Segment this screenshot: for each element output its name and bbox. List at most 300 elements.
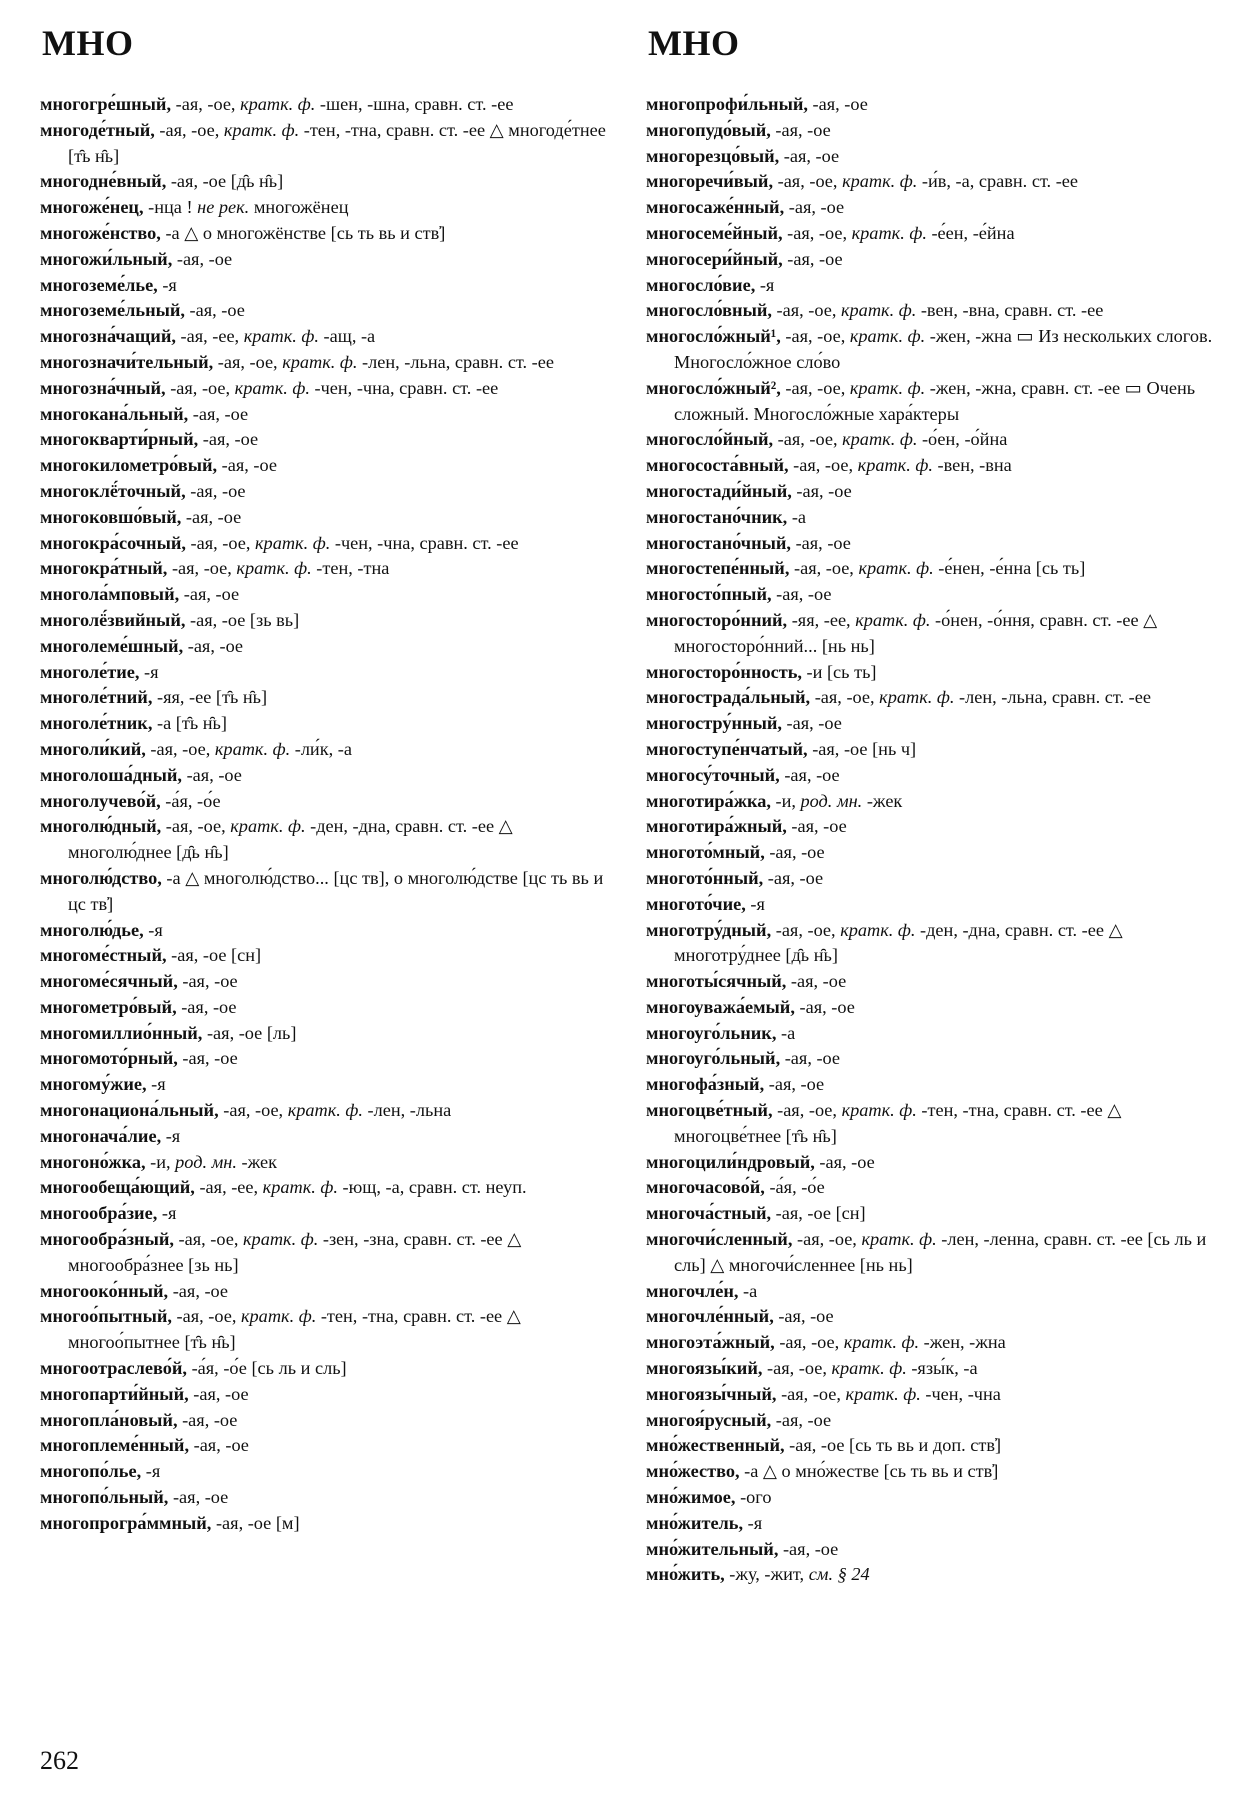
dictionary-entry bbox=[646, 582, 1216, 608]
entry-abbreviation: кратк. ф. bbox=[287, 1100, 363, 1121]
running-header-right: МНО bbox=[648, 23, 740, 63]
entry-forms: -ден, -дна, сравн. ст. -ее △ многотру́днее [д̑ь н̑ь] bbox=[674, 919, 1123, 966]
headword: многолю́дье, bbox=[40, 919, 144, 940]
dictionary-entry bbox=[646, 1459, 1216, 1485]
entry-abbreviation: кратк. ф. bbox=[255, 532, 331, 553]
entry-grammar: -ая, -ое, bbox=[772, 1100, 842, 1121]
entry-grammar: -ая, -ое, bbox=[171, 1306, 241, 1327]
entry-grammar: -ая, -ое bbox=[168, 1280, 229, 1301]
entry-grammar: -ая, -ое, bbox=[810, 687, 880, 708]
dictionary-entry bbox=[646, 1433, 1216, 1459]
headword: многоэта́жный, bbox=[646, 1332, 775, 1353]
headword: мно́жественный, bbox=[646, 1435, 785, 1456]
dictionary-entry bbox=[40, 556, 610, 582]
entry-grammar: -а́я, -о́е [сь ль и сль] bbox=[187, 1358, 347, 1379]
headword: многоцве́тный, bbox=[646, 1100, 773, 1121]
headword: многопудо́вый, bbox=[646, 119, 771, 140]
headword: многососта́вный, bbox=[646, 455, 789, 476]
entry-grammar: -ая, -ое [зь вь] bbox=[185, 609, 300, 630]
entry-grammar: -ая, -ое bbox=[779, 764, 840, 785]
entry-abbreviation: кратк. ф. bbox=[840, 919, 916, 940]
entry-forms: -зен, -зна, сравн. ст. -ее △ многообра́знее [зь нь] bbox=[68, 1229, 522, 1275]
dictionary-entry bbox=[40, 943, 610, 969]
entry-grammar: -ая, -ее, bbox=[194, 1177, 263, 1198]
dictionary-entry bbox=[646, 505, 1216, 531]
dictionary-entry bbox=[646, 660, 1216, 686]
headword: многострада́льный, bbox=[646, 687, 811, 708]
headword: многосторо́нность, bbox=[646, 661, 802, 682]
entry-grammar: -ая, -ое, bbox=[774, 1332, 844, 1353]
dictionary-entry bbox=[40, 789, 610, 815]
entry-grammar: -и, bbox=[770, 790, 801, 811]
entry-grammar: -я bbox=[161, 1125, 181, 1146]
entry-forms: -ющ, -а, сравн. ст. неуп. bbox=[337, 1177, 527, 1198]
dictionary-entry bbox=[40, 350, 610, 376]
entry-grammar: -ая, -ое bbox=[172, 248, 233, 269]
entry-grammar: -ая, -ое bbox=[764, 842, 825, 863]
entry-grammar: -ая, -ое bbox=[182, 764, 242, 785]
headword: многоуго́льный, bbox=[646, 1048, 781, 1069]
headword: многоуважа́емый, bbox=[646, 996, 795, 1017]
entry-grammar: -ая, -ое bbox=[181, 506, 242, 527]
entry-grammar: -ая, -ое [д̑ь н̑ь] bbox=[166, 171, 284, 192]
dictionary-entry bbox=[646, 298, 1216, 324]
dictionary-entry bbox=[40, 685, 610, 711]
entry-forms: -лен, -льна bbox=[362, 1100, 452, 1121]
dictionary-entry bbox=[40, 866, 610, 918]
headword: многостру́нный, bbox=[646, 713, 782, 734]
entry-grammar: -ая, -ое, bbox=[173, 1229, 243, 1250]
entry-abbreviation: кратк. ф. bbox=[879, 687, 955, 708]
entry-forms: -е́ен, -е́йна bbox=[926, 222, 1015, 243]
entry-grammar: -я bbox=[146, 1074, 166, 1095]
dictionary-entry bbox=[40, 634, 610, 660]
headword: многообра́зие, bbox=[40, 1203, 158, 1224]
entry-forms: -ли́к, -а bbox=[290, 738, 352, 759]
entry-grammar: -ая, -ее, bbox=[175, 326, 244, 347]
entry-abbreviation: кратк. ф. bbox=[230, 816, 306, 837]
dictionary-entry bbox=[40, 298, 610, 324]
dictionary-entry bbox=[40, 453, 610, 479]
headword: многоме́стный, bbox=[40, 945, 167, 966]
dictionary-entry bbox=[646, 608, 1216, 660]
headword: многоле́тие, bbox=[40, 661, 140, 682]
entry-abbreviation: кратк. ф. bbox=[861, 1229, 937, 1250]
dictionary-entry bbox=[646, 1072, 1216, 1098]
running-header-left: МНО bbox=[42, 23, 134, 63]
entry-abbreviation: кратк. ф. bbox=[849, 326, 926, 347]
entry-grammar: -я bbox=[743, 1512, 763, 1533]
dictionary-entry bbox=[40, 247, 610, 273]
dictionary-entry bbox=[646, 144, 1216, 170]
entry-forms: -шен, -шна, сравн. ст. -ее bbox=[315, 94, 514, 114]
entry-grammar: -ая, -ое bbox=[807, 94, 868, 114]
entry-forms: -вен, -вна, сравн. ст. -ее bbox=[916, 300, 1104, 321]
dictionary-entry bbox=[646, 376, 1216, 428]
dictionary-entry bbox=[646, 324, 1216, 376]
entry-forms: -язы́к, -а bbox=[906, 1358, 978, 1379]
entry-grammar: -ая, -ое bbox=[198, 429, 259, 450]
entry-forms: -чен, -чна bbox=[920, 1383, 1001, 1404]
left-column bbox=[40, 92, 610, 1537]
entry-grammar: -я bbox=[157, 1203, 177, 1224]
headword: многоо́пытный, bbox=[40, 1306, 172, 1327]
headword: многофа́зный, bbox=[646, 1074, 765, 1095]
entry-grammar: -ая, -ое bbox=[177, 1048, 238, 1069]
entry-abbreviation: кратк. ф. bbox=[234, 377, 310, 398]
entry-grammar: -ая, -ое bbox=[782, 248, 843, 269]
entry-abbreviation: кратк. ф. bbox=[855, 609, 931, 630]
headword: многометро́вый, bbox=[40, 996, 177, 1017]
headword: многоземе́лье, bbox=[40, 274, 158, 295]
entry-grammar: -ая, -ое bbox=[770, 119, 831, 140]
right-column bbox=[646, 92, 1216, 1588]
entry-grammar: -ая, -ое bbox=[188, 403, 249, 424]
dictionary-entry bbox=[646, 737, 1216, 763]
headword: многопла́новый, bbox=[40, 1409, 178, 1430]
dictionary-entry bbox=[646, 995, 1216, 1021]
headword: многокра́сочный, bbox=[40, 532, 186, 553]
entry-grammar: -ая, -ое bbox=[786, 816, 847, 837]
headword: многозна́чащий, bbox=[40, 326, 176, 347]
entry-grammar: -а bbox=[787, 506, 807, 527]
entry-grammar: -ая, -ое, bbox=[782, 222, 852, 243]
entry-grammar: -а △ многолю́дство... [цс тв], о многолю́дстве [цс ть вь и цс тв̕] bbox=[68, 867, 604, 914]
entry-grammar: -я bbox=[139, 661, 159, 682]
entry-grammar: -жу, -жит, bbox=[724, 1564, 809, 1585]
headword: многоуго́льник, bbox=[646, 1022, 777, 1043]
entry-grammar: -а △ о многожёнстве [сь ть вь и ств̕] bbox=[160, 222, 446, 243]
entry-grammar: -и [сь ть] bbox=[801, 661, 877, 682]
entry-forms: -лен, -льна, сравн. ст. -ее bbox=[357, 351, 554, 372]
dictionary-entry bbox=[646, 479, 1216, 505]
dictionary-entry bbox=[40, 531, 610, 557]
dictionary-entry bbox=[646, 1098, 1216, 1150]
headword: многоречи́вый, bbox=[646, 171, 774, 192]
dictionary-entry bbox=[646, 763, 1216, 789]
headword: многочасово́й, bbox=[646, 1177, 765, 1198]
entry-abbreviation: кратк. ф. bbox=[849, 377, 926, 398]
entry-abbreviation: кратк. ф. bbox=[240, 94, 316, 114]
entry-grammar: -ая, -ое bbox=[764, 1074, 825, 1095]
entry-grammar: -ая, -ое bbox=[177, 971, 238, 992]
headword: многостепе́нный, bbox=[646, 558, 790, 579]
entry-abbreviation: кратк. ф. bbox=[842, 171, 918, 192]
entry-abbreviation: кратк. ф. bbox=[858, 558, 934, 579]
dictionary-entry bbox=[40, 1356, 610, 1382]
dictionary-entry bbox=[646, 1021, 1216, 1047]
entry-grammar: -а △ о мно́жестве [сь ть вь и ств̕] bbox=[739, 1461, 999, 1482]
entry-grammar: -ая, -ое bbox=[773, 1306, 834, 1327]
dictionary-entry bbox=[40, 169, 610, 195]
dictionary-entry bbox=[646, 1408, 1216, 1434]
entry-grammar: -ая, -ое bbox=[781, 713, 842, 734]
headword: многоже́нство, bbox=[40, 222, 161, 243]
entry-grammar: -ая, -ое bbox=[184, 300, 245, 321]
dictionary-entry bbox=[40, 221, 610, 247]
dictionary-entry bbox=[646, 711, 1216, 737]
entry-grammar: -ая, -ое [ль] bbox=[202, 1022, 297, 1043]
entry-grammar: -ая, -ое [сь ть вь и доп. ств̕] bbox=[784, 1435, 1002, 1456]
entry-grammar: -яя, -ее, bbox=[787, 609, 856, 630]
entry-grammar: -ая, -ое, bbox=[776, 1383, 846, 1404]
headword: многоотраслево́й, bbox=[40, 1358, 187, 1379]
headword: многото́нный, bbox=[646, 867, 764, 888]
entry-grammar: -а́я, -о́е bbox=[764, 1177, 825, 1198]
headword: многорезцо́вый, bbox=[646, 145, 780, 166]
headword: многолеме́шный, bbox=[40, 635, 184, 656]
dictionary-entry bbox=[40, 660, 610, 686]
entry-grammar: -ая, -ое bbox=[778, 1538, 839, 1559]
dictionary-entry bbox=[646, 169, 1216, 195]
dictionary-entry bbox=[40, 1021, 610, 1047]
headword: многогре́шный, bbox=[40, 94, 172, 114]
headword: многосери́йный, bbox=[646, 248, 783, 269]
entry-abbreviation: кратк. ф. bbox=[843, 1332, 920, 1353]
entry-grammar: -ая, -ое bbox=[779, 145, 840, 166]
headword: многоковшо́вый, bbox=[40, 506, 182, 527]
headword: многоме́сячный, bbox=[40, 971, 178, 992]
dictionary-entry bbox=[646, 247, 1216, 273]
headword: многообеща́ющий, bbox=[40, 1177, 195, 1198]
headword: многоземе́льный, bbox=[40, 300, 185, 321]
headword: многоле́тний, bbox=[40, 687, 153, 708]
entry-abbreviation: род. мн. bbox=[175, 1151, 237, 1172]
dictionary-entry bbox=[40, 1098, 610, 1124]
dictionary-entry bbox=[646, 1330, 1216, 1356]
headword: многосло́йный, bbox=[646, 429, 774, 450]
dictionary-entry bbox=[646, 918, 1216, 970]
dictionary-entry bbox=[40, 1511, 610, 1537]
entry-grammar: -ая, -ое bbox=[784, 197, 845, 218]
dictionary-entry bbox=[646, 427, 1216, 453]
headword: многокилометро́вый, bbox=[40, 455, 218, 476]
entry-grammar: -я bbox=[755, 274, 775, 295]
entry-forms: -ащ, -а bbox=[318, 326, 376, 347]
headword: многопрогра́ммный, bbox=[40, 1512, 212, 1533]
headword: многоязы́чный, bbox=[646, 1383, 777, 1404]
dictionary-entry bbox=[40, 969, 610, 995]
entry-grammar: -ая, -ое, bbox=[789, 558, 859, 579]
dictionary-entry bbox=[646, 273, 1216, 299]
entry-abbreviation: кратк. ф. bbox=[857, 455, 933, 476]
dictionary-entry bbox=[40, 1072, 610, 1098]
entry-grammar: -ая, -ое [нь ч] bbox=[807, 738, 917, 759]
dictionary-entry bbox=[40, 1304, 610, 1356]
entry-grammar: -я bbox=[141, 1461, 161, 1482]
entry-grammar: -яя, -ее [т̑ь н̑ь] bbox=[152, 687, 268, 708]
headword: многоде́тный, bbox=[40, 119, 155, 140]
entry-forms: -лен, -льна, сравн. ст. -ее bbox=[954, 687, 1151, 708]
entry-forms: -тен, -тна, сравн. ст. -ее △ многоде́тнее [т̑ь н̑ь] bbox=[68, 119, 606, 166]
headword: многомиллио́нный, bbox=[40, 1022, 203, 1043]
headword: многоплеме́нный, bbox=[40, 1435, 190, 1456]
headword: многотру́дный, bbox=[646, 919, 772, 940]
entry-abbreviation: кратк. ф. bbox=[842, 429, 918, 450]
page-number: 262 bbox=[40, 1746, 79, 1775]
entry-abbreviation: кратк. ф. bbox=[840, 300, 917, 321]
dictionary-entry bbox=[40, 427, 610, 453]
entry-grammar: -ого bbox=[735, 1487, 772, 1508]
entry-grammar: -я bbox=[157, 274, 177, 295]
entry-abbreviation: род. мн. bbox=[800, 790, 863, 811]
dictionary-entry bbox=[646, 840, 1216, 866]
dictionary-entry bbox=[40, 273, 610, 299]
entry-abbreviation: кратк. ф. bbox=[223, 119, 300, 140]
headword: многолё́звийный, bbox=[40, 609, 186, 630]
entry-grammar: -ая, -ое bbox=[185, 480, 246, 501]
entry-abbreviation: кратк. ф. bbox=[851, 222, 927, 243]
dictionary-entry bbox=[646, 221, 1216, 247]
entry-grammar: -ая, -ое [м] bbox=[211, 1512, 300, 1533]
headword: многолучево́й, bbox=[40, 790, 161, 811]
dictionary-entry bbox=[646, 118, 1216, 144]
headword: многостано́чный, bbox=[646, 532, 791, 553]
dictionary-entry bbox=[40, 582, 610, 608]
headword: многолоша́дный, bbox=[40, 764, 183, 785]
headword: многонача́лие, bbox=[40, 1125, 162, 1146]
entry-abbreviation: кратк. ф. bbox=[845, 1383, 921, 1404]
headword: многосто́пный, bbox=[646, 584, 772, 605]
entry-grammar: -а [т̑ь н̑ь] bbox=[152, 713, 227, 734]
entry-abbreviation: кратк. ф. bbox=[282, 351, 358, 372]
headword: мно́житель, bbox=[646, 1512, 744, 1533]
headword: многоже́нец, bbox=[40, 197, 144, 218]
entry-grammar: -а bbox=[738, 1280, 758, 1301]
headword: многочле́н, bbox=[646, 1280, 739, 1301]
entry-forms: -о́нен, -о́ння, сравн. ст. -ее △ многосторо́нний... [нь нь] bbox=[674, 609, 1158, 656]
entry-forms: -чен, -чна, сравн. ст. -ее bbox=[309, 377, 499, 398]
dictionary-entry bbox=[40, 118, 610, 170]
headword: многотира́жный, bbox=[646, 816, 787, 837]
dictionary-entry bbox=[646, 789, 1216, 815]
entry-grammar: -ая, -ое bbox=[771, 584, 832, 605]
entry-forms: -жен, -жна bbox=[919, 1332, 1006, 1353]
dictionary-entry bbox=[646, 1356, 1216, 1382]
headword: многоле́тник, bbox=[40, 713, 153, 734]
entry-forms: -чен, -чна, сравн. ст. -ее bbox=[330, 532, 519, 553]
headword: многокра́тный, bbox=[40, 558, 168, 579]
dictionary-entry bbox=[40, 918, 610, 944]
headword: многоклё́точный, bbox=[40, 480, 186, 501]
entry-grammar: -ая, -ое, bbox=[771, 300, 841, 321]
headword: многодне́вный, bbox=[40, 171, 167, 192]
entry-grammar: -и, bbox=[145, 1151, 176, 1172]
dictionary-entry bbox=[646, 556, 1216, 582]
entry-grammar: -ая, -ое bbox=[763, 867, 824, 888]
dictionary-entry bbox=[646, 1227, 1216, 1279]
dictionary-entry bbox=[646, 531, 1216, 557]
dictionary-entry bbox=[40, 1459, 610, 1485]
headword: многоно́жка, bbox=[40, 1151, 146, 1172]
headword: многостади́йный, bbox=[646, 480, 792, 501]
entry-forms: -жен, -жна, сравн. ст. -ее ▭ Очень сложный. Многосло́жные хара́ктеры bbox=[674, 377, 1196, 424]
dictionary-entry bbox=[646, 1201, 1216, 1227]
headword: многосеме́йный, bbox=[646, 222, 783, 243]
headword: многосло́жный², bbox=[646, 377, 781, 398]
headword: многоли́кий, bbox=[40, 738, 146, 759]
entry-abbreviation: не рек. bbox=[197, 197, 250, 218]
dictionary-entry bbox=[40, 1279, 610, 1305]
headword: мно́жительный, bbox=[646, 1538, 779, 1559]
entry-grammar: -ая, -ое, bbox=[773, 429, 843, 450]
headword: многоя́русный, bbox=[646, 1409, 772, 1430]
entry-grammar: -ая, -ое bbox=[791, 480, 852, 501]
entry-abbreviation: кратк. ф. bbox=[243, 1229, 319, 1250]
entry-abbreviation: кратк. ф. bbox=[214, 738, 291, 759]
headword: многосу́точный, bbox=[646, 764, 780, 785]
dictionary-entry bbox=[40, 1408, 610, 1434]
dictionary-entry bbox=[40, 1175, 610, 1201]
headword: многосло́вный, bbox=[646, 300, 772, 321]
dictionary-entry bbox=[646, 1562, 1216, 1588]
entry-abbreviation: кратк. ф. bbox=[240, 1306, 317, 1327]
entry-grammar: -ая, -ое, bbox=[167, 558, 237, 579]
headword: многоцили́ндровый, bbox=[646, 1151, 815, 1172]
dictionary-entry bbox=[646, 453, 1216, 479]
dictionary-entry bbox=[646, 1150, 1216, 1176]
headword: многопрофи́льный, bbox=[646, 94, 808, 114]
dictionary-entry bbox=[40, 711, 610, 737]
entry-grammar: -ая, -ое bbox=[771, 1409, 832, 1430]
dictionary-entry bbox=[646, 892, 1216, 918]
entry-grammar: -а bbox=[776, 1022, 796, 1043]
dictionary-entry bbox=[646, 1382, 1216, 1408]
entry-forms: -лен, -ленна, сравн. ст. -ее [сь ль и сль] △ многочи́сленнее [нь нь] bbox=[674, 1229, 1207, 1275]
entry-forms: -е́нен, -е́нна [сь ть] bbox=[933, 558, 1086, 579]
headword: многоча́стный, bbox=[646, 1203, 772, 1224]
headword: многото́чие, bbox=[646, 893, 746, 914]
entry-abbreviation: кратк. ф. bbox=[841, 1100, 917, 1121]
dictionary-entry bbox=[646, 1304, 1216, 1330]
dictionary-entry bbox=[40, 1227, 610, 1279]
entry-grammar: -ая, -ое, bbox=[171, 94, 241, 114]
dictionary-entry bbox=[40, 1124, 610, 1150]
entry-grammar: -ая, -ое, bbox=[788, 455, 858, 476]
headword: многочи́сленный, bbox=[646, 1229, 793, 1250]
headword: многосаже́нный, bbox=[646, 197, 785, 218]
entry-grammar: -ая, -ое [сн] bbox=[771, 1203, 866, 1224]
headword: многосло́вие, bbox=[646, 274, 756, 295]
dictionary-entry bbox=[646, 1511, 1216, 1537]
headword: многокварти́рный, bbox=[40, 429, 199, 450]
dictionary-entry bbox=[40, 402, 610, 428]
entry-forms: -жен, -жна ▭ Из нескольких слогов. Многосло́жное сло́во bbox=[674, 326, 1213, 372]
entry-grammar: -ая, -ое bbox=[189, 1435, 249, 1456]
dictionary-entry bbox=[40, 324, 610, 350]
dictionary-entry bbox=[40, 1046, 610, 1072]
entry-grammar: -ая, -ое bbox=[794, 996, 855, 1017]
dictionary-entry bbox=[40, 376, 610, 402]
headword: многосторо́нний, bbox=[646, 609, 788, 630]
entry-grammar: -ая, -ое bbox=[814, 1151, 875, 1172]
headword: многопо́лье, bbox=[40, 1461, 142, 1482]
dictionary-entry bbox=[40, 1382, 610, 1408]
entry-grammar: -ая, -ое, bbox=[213, 351, 283, 372]
entry-forms: -тен, -тна, сравн. ст. -ее △ многоцве́тнее [т̑ь н̑ь] bbox=[674, 1100, 1122, 1146]
headword: мно́жество, bbox=[646, 1461, 740, 1482]
headword: многоступе́нчатый, bbox=[646, 738, 808, 759]
entry-grammar: -ая, -ое, bbox=[154, 119, 224, 140]
entry-grammar: -ая, -ое [сн] bbox=[166, 945, 262, 966]
entry-grammar: -ая, -ое bbox=[188, 1383, 249, 1404]
dictionary-entry bbox=[646, 1537, 1216, 1563]
entry-grammar: -ая, -ое, bbox=[218, 1100, 288, 1121]
dictionary-entry bbox=[646, 814, 1216, 840]
headword: многола́мповый, bbox=[40, 584, 180, 605]
headword: многому́жие, bbox=[40, 1074, 147, 1095]
entry-grammar: -ая, -ое, bbox=[165, 377, 235, 398]
